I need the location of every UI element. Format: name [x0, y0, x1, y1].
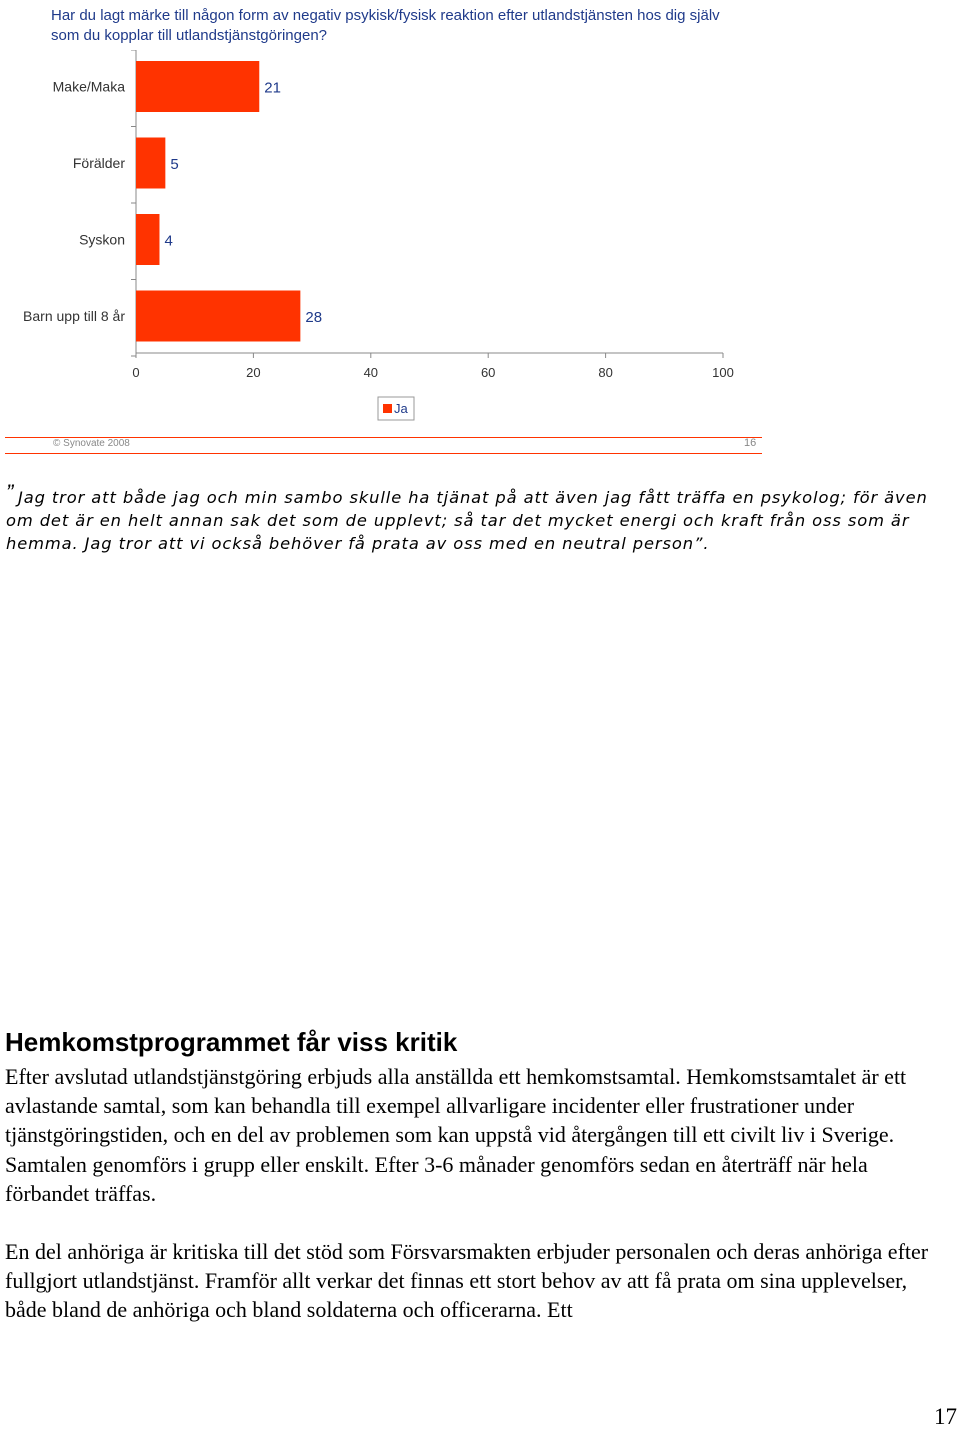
value-labels	[164, 80, 322, 327]
x-tick-labels	[132, 365, 733, 380]
bar-chart	[0, 50, 760, 430]
category-label: Make/Maka	[52, 78, 125, 95]
data-label: 21	[264, 79, 281, 97]
chart-legend	[378, 397, 414, 420]
category-label: Förälder	[72, 155, 125, 171]
data-label: 5	[170, 156, 179, 173]
quote-text: Jag tror att både jag och min sambo skulle ha tjänat på att även jag fått träffa en psykolog; för även om det är en helt annan sak det som de upplevt; så tar det mycket energi och kraft från oss som är hemma. Jag tror att vi också behöver få prata av oss med en neutral person”.	[6, 488, 928, 553]
category-label: Syskon	[79, 231, 125, 248]
legend-label: Ja	[394, 401, 408, 416]
data-label: 28	[305, 309, 323, 326]
bar	[136, 138, 165, 189]
x-tick-label: 100	[712, 365, 734, 380]
category-label: Barn upp till 8 år	[23, 308, 125, 324]
legend-swatch	[383, 404, 392, 413]
section-heading: Hemkomstprogrammet får viss kritik	[5, 1027, 458, 1057]
data-label: 4	[164, 232, 173, 250]
page-number: 17	[934, 1404, 957, 1429]
x-tick-label: 0	[132, 365, 140, 380]
chart-question: Har du lagt märke till någon form av negativ psykisk/fysisk reaktion efter utlandstjänsten hos dig själv som du kopplar till utlandstjänstgöringen?	[51, 7, 720, 44]
x-tick-label: 20	[246, 365, 261, 380]
x-tick-label: 40	[363, 365, 379, 380]
copyright-text: © Synovate 2008	[53, 438, 130, 449]
body-paragraph: En del anhöriga är kritiska till det stöd som Försvarsmakten erbjuder personalen och deras anhöriga efter fullgjort utlandstjänst. Framför allt verkar det finnas ett stort behov av att få prata om sina upplevelser, både bland de anhöriga och bland soldaterna och officerarna. Ett	[5, 1239, 929, 1323]
respondent-quote	[6, 486, 946, 555]
x-tick-label: 60	[480, 365, 496, 380]
bar	[136, 61, 259, 112]
body-paragraph: Efter avslutad utlandstjänstgöring erbjuds alla anställda ett hemkomstsamtal. Hemkomstsamtalet är ett avlastande samtal, som kan behandla till exempel allvarligare incidenter eller frustrationer under tjänstgöringstiden, och en del av problemen som kan uppstå vid återgången till ett civilt liv i Sverige. Samtalen genomförs i grupp eller enskilt. Efter 3-6 månader genomförs sedan en återträff när hela förbandet träffas.	[5, 1064, 907, 1206]
category-labels	[23, 79, 125, 325]
bar	[136, 291, 300, 342]
slide-number: 16	[744, 437, 757, 449]
chart-bars	[136, 61, 300, 342]
quote-mark: ”	[6, 480, 14, 505]
x-tick-label: 80	[598, 365, 613, 380]
bar	[136, 214, 159, 265]
